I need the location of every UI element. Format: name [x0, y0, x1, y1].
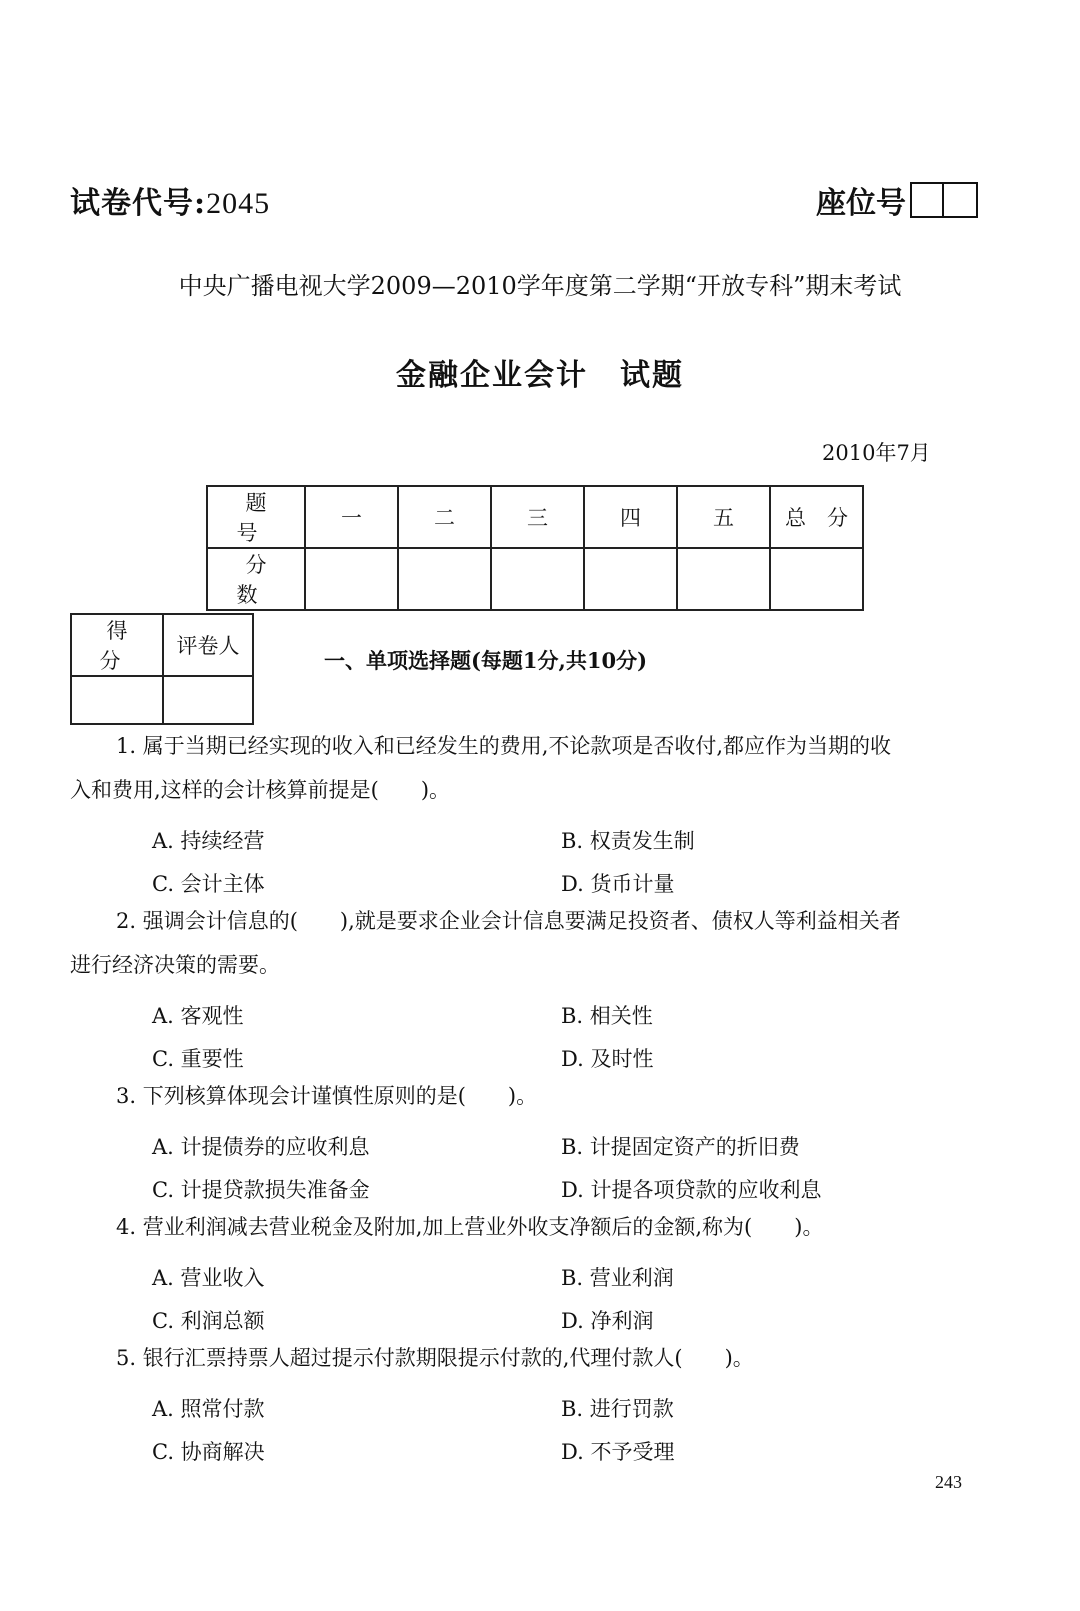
question-text: 3. 下列核算体现会计谨慎性原则的是( )。	[116, 1084, 538, 1108]
score-table-column: 一	[305, 486, 398, 548]
seat-number	[816, 178, 978, 222]
paper-code-label: 试卷代号:	[70, 186, 207, 221]
score-cell	[398, 548, 491, 610]
grader-table-header-row	[71, 614, 253, 676]
question-2	[70, 899, 990, 987]
option-a: A. 计提债券的应收利息	[152, 1135, 370, 1159]
exam-title: 金融企业会计 试题	[396, 358, 684, 393]
seat-number-boxes	[910, 182, 978, 218]
question-3	[70, 1074, 990, 1118]
exam-subtitle: 中央广播电视大学2009—2010学年度第二学期“开放专科”期末考试	[178, 272, 902, 300]
question-text-continued: 进行经济决策的需要。	[70, 953, 280, 977]
option-d: D. 货币计量	[561, 872, 675, 896]
grader-table-empty-row	[71, 676, 253, 724]
option-d: D. 净利润	[561, 1309, 654, 1333]
score-table-column: 五	[677, 486, 770, 548]
option-b: B. 营业利润	[561, 1266, 674, 1290]
paper-code	[70, 178, 270, 222]
question-text: 2. 强调会计信息的( ),就是要求企业会计信息要满足投资者、债权人等利益相关者	[116, 909, 901, 933]
option-c: C. 利润总额	[152, 1309, 265, 1333]
option-b: B. 相关性	[561, 1004, 653, 1028]
grader-name-label: 评卷人	[163, 614, 253, 676]
option-a: A. 客观性	[152, 1004, 244, 1028]
option-c: C. 重要性	[152, 1047, 244, 1071]
option-a: A. 持续经营	[152, 829, 265, 853]
seat-number-label: 座位号	[816, 186, 906, 221]
question-5	[70, 1336, 990, 1380]
question-text: 1. 属于当期已经实现的收入和已经发生的费用,不论款项是否收付,都应作为当期的收	[116, 734, 892, 758]
option-d: D. 计提各项贷款的应收利息	[561, 1178, 822, 1202]
option-a: A. 营业收入	[152, 1266, 265, 1290]
seat-box	[910, 182, 944, 218]
question-1	[70, 724, 990, 812]
score-table-column: 四	[584, 486, 677, 548]
exam-date: 2010年7月	[822, 441, 931, 465]
grader-name-cell	[163, 676, 253, 724]
option-d: D. 不予受理	[561, 1440, 675, 1464]
section-title: 一、单项选择题(每题1分,共10分)	[324, 648, 648, 673]
paper-code-value: 2045	[206, 187, 271, 220]
option-b: B. 计提固定资产的折旧费	[561, 1135, 800, 1159]
grader-score-label: 得 分	[71, 614, 163, 676]
score-table-column: 总 分	[770, 486, 863, 548]
option-b: B. 权责发生制	[561, 829, 695, 853]
option-c: C. 计提贷款损失准备金	[152, 1178, 370, 1202]
score-table-column: 二	[398, 486, 491, 548]
question-text: 4. 营业利润减去营业税金及附加,加上营业外收支净额后的金额,称为( )。	[116, 1215, 824, 1239]
option-c: C. 会计主体	[152, 872, 265, 896]
score-cell	[770, 548, 863, 610]
score-table-column: 三	[491, 486, 584, 548]
score-cell	[584, 548, 677, 610]
grader-score-cell	[71, 676, 163, 724]
question-4	[70, 1205, 990, 1249]
option-b: B. 进行罚款	[561, 1397, 674, 1421]
page-number: 243	[935, 1472, 962, 1492]
score-table	[206, 485, 864, 611]
question-text: 5. 银行汇票持票人超过提示付款期限提示付款的,代理付款人( )。	[116, 1346, 754, 1370]
score-table-row-label: 分 数	[207, 548, 305, 610]
seat-box	[944, 182, 978, 218]
score-table-score-row	[207, 548, 863, 610]
option-d: D. 及时性	[561, 1047, 654, 1071]
score-cell	[491, 548, 584, 610]
option-c: C. 协商解决	[152, 1440, 265, 1464]
score-table-row-label: 题 号	[207, 486, 305, 548]
score-table-header-row	[207, 486, 863, 548]
option-a: A. 照常付款	[152, 1397, 265, 1421]
question-text-continued: 入和费用,这样的会计核算前提是( )。	[70, 778, 451, 802]
grader-table	[70, 613, 254, 725]
score-cell	[677, 548, 770, 610]
